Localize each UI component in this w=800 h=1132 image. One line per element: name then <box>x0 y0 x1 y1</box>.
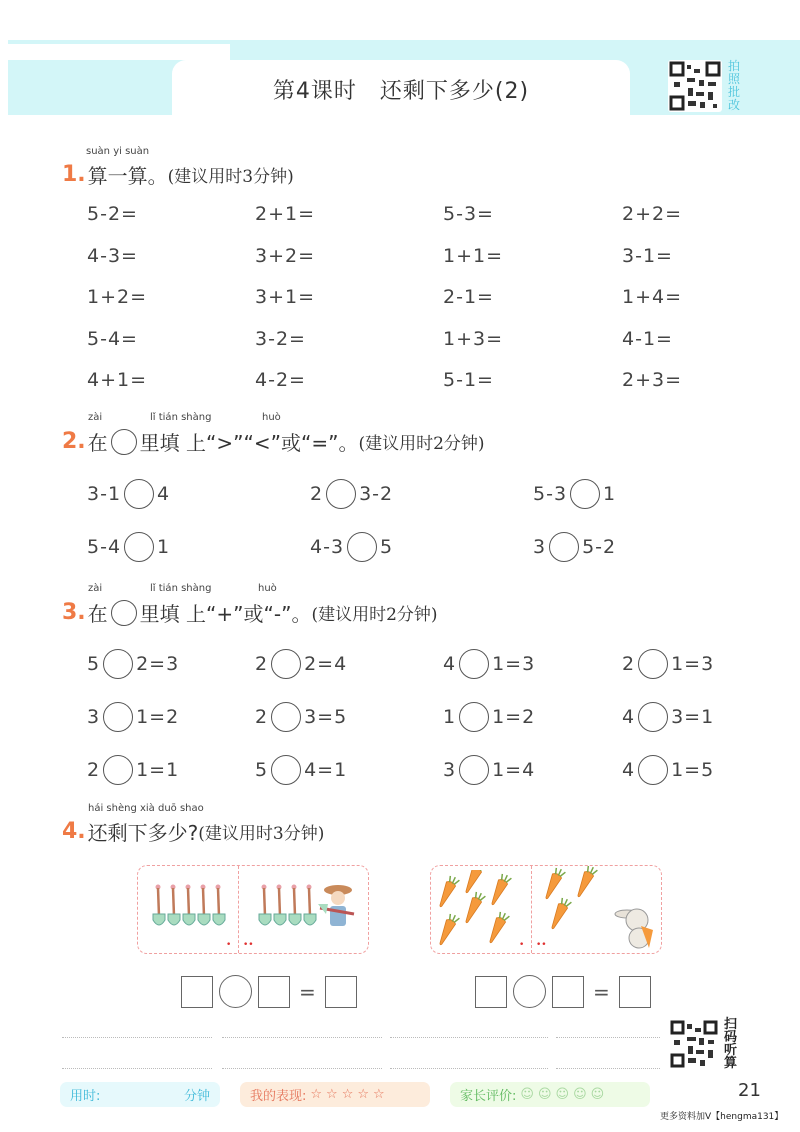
pinyin: zài <box>88 583 103 594</box>
text: 里填 上“+”或“-”。 <box>139 602 312 626</box>
picture-carrots <box>430 865 662 954</box>
compare-problem <box>87 755 179 785</box>
left-expression: 4-3 <box>310 536 345 558</box>
section-number: 3. <box>62 600 86 625</box>
shovel-icon <box>304 885 316 926</box>
right-expression: 5-2 <box>582 536 617 558</box>
performance-label: 我的表现: <box>250 1089 307 1104</box>
smiley-rating-icon[interactable]: ☺ <box>590 1087 609 1102</box>
shovels-after <box>256 884 320 932</box>
answer-equation-1 <box>178 975 360 1008</box>
compare-problem <box>533 532 616 562</box>
text: 里填 上“>”“<”或“=”。 <box>139 431 359 455</box>
answer-circle[interactable] <box>638 702 668 732</box>
right-expression: 4 <box>157 483 171 505</box>
answer-circle[interactable] <box>459 702 489 732</box>
arithmetic-problem: 1+4= <box>622 286 683 308</box>
section-3-heading <box>62 583 438 627</box>
time-note: (建议用时3分钟) <box>167 167 294 187</box>
carrot-icon <box>462 870 486 895</box>
dotted-line <box>556 1068 660 1069</box>
left-expression: 3-1 <box>87 483 122 505</box>
smiley-rating-icon[interactable]: ☺ <box>555 1087 574 1102</box>
compare-problem <box>87 702 179 732</box>
pinyin: zài <box>88 412 103 423</box>
equals-sign: = <box>593 979 610 1004</box>
section-2-heading <box>62 412 485 456</box>
right-expression: 1=2 <box>492 706 536 728</box>
answer-circle[interactable] <box>326 479 356 509</box>
section-number: 1. <box>62 162 86 187</box>
parent-rating-label: 家长评价: <box>460 1089 517 1104</box>
right-expression: 1=3 <box>492 653 536 675</box>
shovel-icon <box>168 885 180 926</box>
page-title: 第4课时 还剩下多少(2) <box>272 79 530 104</box>
arithmetic-problem: 4+1= <box>87 369 148 391</box>
arithmetic-problem: 2+1= <box>255 203 316 225</box>
left-expression: 5 <box>255 759 269 781</box>
time-note: (建议用时3分钟) <box>198 824 325 844</box>
right-expression: 3-2 <box>359 483 394 505</box>
section-title: 还剩下多少? <box>87 821 199 845</box>
left-expression: 5-3 <box>533 483 568 505</box>
pinyin: huò <box>258 583 277 594</box>
answer-circle[interactable] <box>103 755 133 785</box>
star-rating-icon[interactable]: ☆ <box>326 1087 342 1102</box>
answer-circle[interactable] <box>271 755 301 785</box>
left-expression: 5 <box>87 653 101 675</box>
right-expression: 1=2 <box>136 706 180 728</box>
compare-problem <box>310 479 393 509</box>
dotted-line <box>62 1068 212 1069</box>
right-expression: 3=1 <box>671 706 715 728</box>
smiley-rating-icon[interactable]: ☺ <box>537 1087 556 1102</box>
page-number: 21 <box>738 1080 761 1101</box>
dotted-line <box>222 1068 382 1069</box>
rabbit-icon <box>611 900 661 950</box>
pinyin: suàn yi suàn <box>86 146 150 157</box>
compare-problem <box>255 649 347 679</box>
answer-box[interactable] <box>258 976 290 1008</box>
section-4-heading <box>62 803 324 846</box>
left-expression: 3 <box>87 706 101 728</box>
star-rating-icon[interactable]: ☆ <box>310 1087 327 1102</box>
left-expression: 2 <box>87 759 101 781</box>
shovel-icon <box>213 885 225 926</box>
answer-circle[interactable] <box>549 532 579 562</box>
dotted-line <box>62 1037 212 1038</box>
answer-box[interactable] <box>181 976 213 1008</box>
circle-icon <box>111 600 137 626</box>
shovel-icon <box>183 885 195 926</box>
dotted-line <box>390 1037 548 1038</box>
shovel-icon <box>198 885 210 926</box>
right-expression: 4=1 <box>304 759 348 781</box>
left-expression: 1 <box>443 706 457 728</box>
carrot-icon <box>462 891 486 926</box>
compare-problem <box>622 702 714 732</box>
star-rating-icon[interactable]: ☆ <box>373 1087 389 1102</box>
arithmetic-problem: 4-1= <box>622 327 673 350</box>
time-unit: 分钟 <box>183 1089 210 1104</box>
answer-circle[interactable] <box>124 532 154 562</box>
right-expression: 2=3 <box>136 653 180 675</box>
section-number: 4. <box>62 819 86 844</box>
farmer-icon <box>318 880 358 930</box>
right-expression: 1=5 <box>671 759 715 781</box>
compare-problem <box>443 755 535 785</box>
answer-equation-2 <box>472 975 654 1008</box>
header-strip <box>8 44 230 60</box>
left-expression: 5-4 <box>87 536 122 558</box>
arithmetic-problem: 1+2= <box>87 286 148 308</box>
section-title: 算一算。 <box>87 164 168 188</box>
time-note: (建议用时2分钟) <box>311 605 438 625</box>
answer-circle[interactable] <box>570 479 600 509</box>
arithmetic-problem: 5-1= <box>443 369 494 391</box>
arithmetic-problem: 3-2= <box>255 327 306 350</box>
answer-circle[interactable] <box>103 702 133 732</box>
circle-icon <box>111 429 137 455</box>
smiley-rating-icon[interactable]: ☺ <box>520 1087 538 1102</box>
answer-circle[interactable] <box>459 649 489 679</box>
equals-sign: = <box>299 979 316 1004</box>
dotted-line <box>556 1037 660 1038</box>
page-marker: • <box>519 940 525 950</box>
compare-problem <box>87 649 179 679</box>
arithmetic-problem: 1+3= <box>443 327 504 350</box>
answer-circle[interactable] <box>103 649 133 679</box>
answer-circle[interactable] <box>271 649 301 679</box>
answer-circle[interactable] <box>124 479 154 509</box>
compare-problem <box>622 755 714 785</box>
arithmetic-problem: 5-2= <box>87 203 138 225</box>
shovel-icon <box>274 885 286 926</box>
star-rating-icon[interactable]: ☆ <box>341 1087 358 1102</box>
left-expression: 2 <box>622 653 636 675</box>
arithmetic-problem: 5-4= <box>87 327 138 350</box>
right-expression: 1=3 <box>671 653 715 675</box>
right-expression: 1=1 <box>136 759 180 781</box>
answer-circle[interactable] <box>638 755 668 785</box>
arithmetic-problem: 3-1= <box>622 244 673 267</box>
carrot-icon <box>574 866 598 899</box>
compare-problem <box>622 649 714 679</box>
picture-shovels <box>137 865 369 954</box>
arithmetic-problem: 2-1= <box>443 286 494 308</box>
left-expression: 3 <box>533 536 547 558</box>
carrot-icon <box>548 897 572 932</box>
arithmetic-problem: 5-3= <box>443 203 494 225</box>
arithmetic-problem: 4-2= <box>255 369 306 391</box>
arithmetic-problem: 3+1= <box>255 286 316 308</box>
compare-problem <box>443 649 535 679</box>
dotted-line <box>222 1037 382 1038</box>
operator-circle[interactable] <box>513 975 546 1008</box>
smiley-rating-icon[interactable]: ☺ <box>573 1087 591 1102</box>
shovel-icon <box>153 885 165 926</box>
carrots-before <box>437 870 529 948</box>
answer-box[interactable] <box>325 976 357 1008</box>
right-expression: 3=5 <box>304 706 348 728</box>
left-expression: 3 <box>443 759 457 781</box>
carrot-icon <box>542 867 566 902</box>
qr-label: 拍照批改 <box>728 59 741 112</box>
carrot-icon <box>437 875 460 910</box>
time-used-box <box>60 1082 220 1107</box>
arithmetic-problem: 4-3= <box>87 244 138 267</box>
carrot-icon <box>486 911 510 946</box>
pinyin: lǐ tián shàng <box>150 583 212 594</box>
right-expression: 5 <box>380 536 394 558</box>
left-expression: 2 <box>310 483 324 505</box>
page-marker: •• <box>536 940 547 950</box>
qr-label: 扫码听算 <box>724 1017 738 1071</box>
answer-circle[interactable] <box>347 532 377 562</box>
pinyin: hái shèng xià duō shao <box>88 803 204 814</box>
left-expression: 2 <box>255 653 269 675</box>
page-marker: • <box>226 940 232 950</box>
compare-problem <box>310 532 393 562</box>
answer-box[interactable] <box>475 976 507 1008</box>
carrots-after <box>539 866 611 936</box>
pinyin: huò <box>262 412 281 423</box>
page-marker: •• <box>243 940 254 950</box>
right-expression: 2=4 <box>304 653 348 675</box>
arithmetic-problem: 1+1= <box>443 244 504 267</box>
operator-circle[interactable] <box>219 975 252 1008</box>
compare-problem <box>87 532 170 562</box>
text: 在 <box>87 602 108 626</box>
compare-problem <box>533 479 616 509</box>
parent-rating-box <box>450 1082 650 1107</box>
left-expression: 4 <box>622 759 636 781</box>
answer-circle[interactable] <box>459 755 489 785</box>
pinyin: lǐ tián shàng <box>150 412 212 423</box>
compare-problem <box>87 479 170 509</box>
answer-circle[interactable] <box>271 702 301 732</box>
performance-box <box>240 1082 430 1107</box>
section-number: 2. <box>62 429 86 454</box>
star-rating-icon[interactable]: ☆ <box>357 1087 374 1102</box>
watermark: 更多资料加V【hengma131】 <box>660 1112 784 1122</box>
answer-box[interactable] <box>619 976 651 1008</box>
compare-problem <box>443 702 535 732</box>
arithmetic-problem: 2+3= <box>622 369 683 391</box>
dotted-line <box>390 1068 548 1069</box>
right-expression: 1=4 <box>492 759 536 781</box>
arithmetic-problem: 2+2= <box>622 203 683 225</box>
left-expression: 4 <box>622 706 636 728</box>
text: 在 <box>87 431 108 455</box>
left-expression: 2 <box>255 706 269 728</box>
arithmetic-problem: 3+2= <box>255 244 316 267</box>
answer-box[interactable] <box>552 976 584 1008</box>
compare-problem <box>255 702 347 732</box>
left-expression: 4 <box>443 653 457 675</box>
time-label: 用时: <box>70 1089 101 1104</box>
carrot-icon <box>488 873 512 908</box>
right-expression: 1 <box>157 536 171 558</box>
section-1-heading <box>62 146 294 189</box>
right-expression: 1 <box>603 483 617 505</box>
time-note: (建议用时2分钟) <box>358 434 485 454</box>
answer-circle[interactable] <box>638 649 668 679</box>
qr-code-icon[interactable] <box>668 60 722 112</box>
qr-code-icon[interactable] <box>670 1020 718 1068</box>
shovel-icon <box>259 885 271 926</box>
shovels-before <box>150 884 230 932</box>
carrot-icon <box>437 913 460 948</box>
shovel-icon <box>289 885 301 926</box>
compare-problem <box>255 755 347 785</box>
